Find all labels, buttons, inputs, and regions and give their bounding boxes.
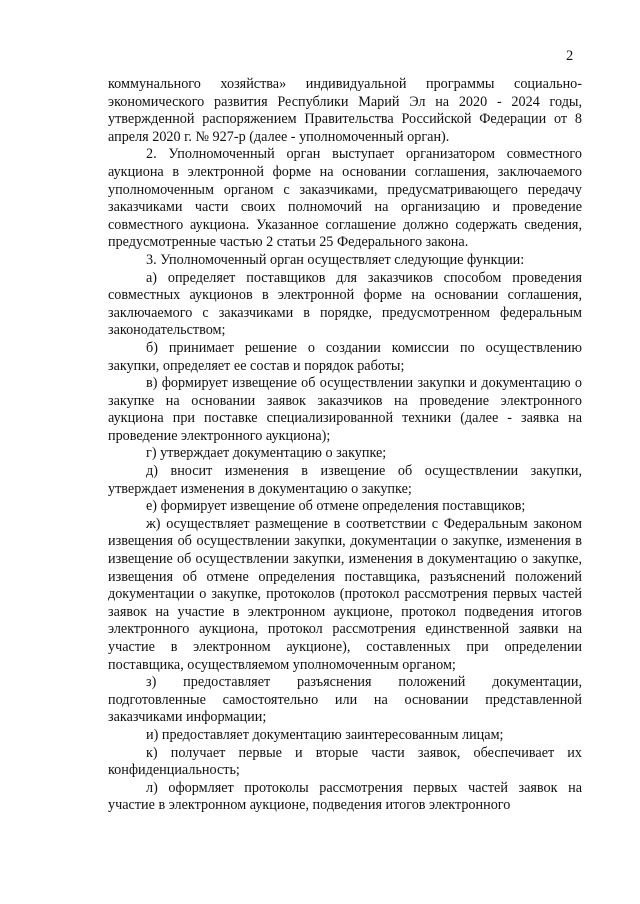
- page-number: 2: [566, 48, 574, 64]
- subparagraph-v: в) формирует извещение об осуществлении закупки и документацию о закупке на основании заявок заказчиков на проведение электронного аукциона при поставке специализированной техники (далее - заявка на проведение электронного аукциона);: [108, 375, 582, 444]
- subparagraph-l: л) оформляет протоколы рассмотрения первых частей заявок на участие в электронном аукционе, подведения итогов электронного: [108, 779, 582, 814]
- document-body: [108, 76, 582, 815]
- subparagraph-z: з) предоставляет разъяснения положений документации, подготовленные самостоятельно или на основании представленной заказчиками информации;: [108, 674, 582, 726]
- paragraph-item-3: 3. Уполномоченный орган осуществляет следующие функции:: [146, 251, 525, 268]
- subparagraph-zh: ж) осуществляет размещение в соответствии с Федеральным законом извещения об осуществлении закупки, документации о закупке, изменения в извещение об осуществлении закупки, изменения в документацию о закупке, извещения об отмене определения поставщика, разъяснений положений документации о закупке, протоколов (протокол рассмотрения первых частей заявок на участие в электронном аукционе, протокол подведения итогов электронного аукциона, протокол рассмотрения единственной заявки на участие в электронном аукционе), составленных при определении поставщика, осуществляемом уполномоченным органом;: [108, 515, 582, 673]
- subparagraph-d: д) вносит изменения в извещение об осуществлении закупки, утверждает изменения в документацию о закупке;: [108, 463, 582, 497]
- paragraph-item-2: 2. Уполномоченный орган выступает организатором совместного аукциона в электронной форме на основании соглашения, заключаемого уполномоченным органом с заказчиками, предусматривающего передачу заказчиками части своих полномочий на организацию и проведение совместного аукциона. Указанное соглашение должно содержать сведения, предусмотренные частью 2 статьи 25 Федерального закона.: [108, 146, 582, 251]
- subparagraph-e: е) формирует извещение об отмене определения поставщиков;: [146, 498, 526, 515]
- subparagraph-g: г) утверждает документацию о закупке;: [146, 445, 387, 462]
- paragraph-continuation: коммунального хозяйства» индивидуальной программы социально-экономического развития Республики Марий Эл на 2020 - 2024 годы, утвержденной распоряжением Правительства Российской Федерации от 8 апреля 2020 г. № 927-р (далее - уполномоченный орган).: [108, 76, 582, 145]
- subparagraph-k: к) получает первые и вторые части заявок, обеспечивает их конфиденциальность;: [108, 744, 582, 779]
- subparagraph-b: б) принимает решение о создании комиссии по осуществлению закупки, определяет ее состав и порядок работы;: [108, 339, 582, 374]
- subparagraph-a: а) определяет поставщиков для заказчиков способом проведения совместных аукционов в электронной форме на основании соглашения, заключаемого с заказчиками в порядке, предусмотренном федеральным законодательством;: [108, 269, 582, 339]
- subparagraph-i: и) предоставляет документацию заинтересованным лицам;: [146, 726, 504, 743]
